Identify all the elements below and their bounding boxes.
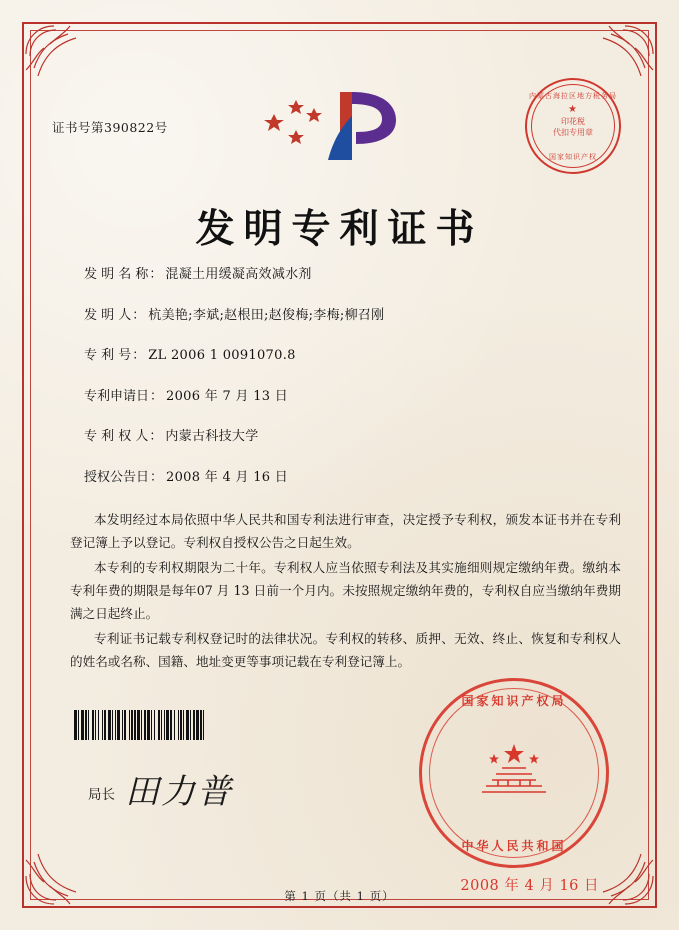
field-label: 发 明 名 称 <box>84 267 149 282</box>
field-value: 2008 年 4 月 16 日 <box>166 469 289 485</box>
field-value: 杭美艳;李斌;赵根田;赵俊梅;李梅;柳召刚 <box>148 307 385 323</box>
director-label: 局长 <box>88 787 115 803</box>
field-separator: ： <box>150 469 164 485</box>
certificate-number: 证书号第390822号 <box>52 120 168 135</box>
tax-stamp-arc-top: 内蒙古海拉区地方税务局 <box>529 92 617 100</box>
paragraph-1: 本发明经过本局依照中华人民共和国专利法进行审查，决定授予专利权，颁发本证书并在专利登记簿上予以登记。专利权自授权公告之日起生效。 <box>70 512 621 550</box>
director-signature-block <box>88 773 233 811</box>
sipo-logo-icon <box>256 86 424 168</box>
field-row-application-date <box>84 385 617 404</box>
official-seal <box>419 678 609 894</box>
tax-stamp-seal <box>525 78 621 174</box>
field-row-grant-date <box>84 466 617 485</box>
field-list <box>84 263 617 506</box>
paragraph-2: 本专利的专利权期限为二十年。专利权人应当依照专利法及其实施细则规定缴纳年费。缴纳本专利年费的期限是每年07 月 13 日前一个月内。未按照规定缴纳年费的，专利权自应当缴纳年费期满之日起终止。 <box>70 560 621 621</box>
field-label: 专利申请日 <box>84 388 150 404</box>
field-label: 专 利 权 人 <box>84 429 149 444</box>
field-label: 授权公告日 <box>84 469 150 485</box>
tax-stamp-middle: 印花税 代扣专用章 <box>553 117 593 137</box>
field-separator: ： <box>132 307 146 323</box>
field-label: 专 利 号 <box>84 348 132 363</box>
barcode <box>74 710 404 740</box>
director-signature: 田力普 <box>125 772 233 812</box>
page-title: 发明专利证书 <box>195 206 484 252</box>
field-value: 混凝土用缓凝高效减水剂 <box>165 267 312 282</box>
paragraph-3: 专利证书记载专利权登记时的法律状况。专利权的转移、质押、无效、终止、恢复和专利权人的姓名或名称、国籍、地址变更等事项记载在专利登记簿上。 <box>70 631 621 669</box>
field-separator: ： <box>149 429 163 444</box>
field-value: 2006 年 7 月 13 日 <box>166 388 289 404</box>
field-row-inventors <box>84 304 617 323</box>
tax-stamp-arc-bottom: 国家知识产权 <box>549 153 597 161</box>
field-separator: ： <box>149 267 163 282</box>
field-separator: ： <box>132 348 146 363</box>
field-row-patentee <box>84 425 617 444</box>
national-emblem-icon <box>472 740 556 806</box>
body-text <box>70 508 621 675</box>
star-icon: ★ <box>568 104 577 115</box>
page-footer: 第 1 页（共 1 页） <box>284 889 395 903</box>
field-row-patent-number <box>84 344 617 363</box>
field-separator: ： <box>150 388 164 404</box>
official-seal-arc-top: 国家知识产权局 <box>461 694 567 708</box>
official-seal-arc-bottom: 中华人民共和国 <box>461 839 567 853</box>
field-row-invention-name <box>84 263 617 282</box>
field-value: 内蒙古科技大学 <box>165 429 259 444</box>
field-value: ZL 2006 1 0091070.8 <box>148 348 296 363</box>
certificate-content <box>52 58 627 903</box>
seal-date: 2008 年 4 月 16 日 <box>460 878 599 894</box>
field-label: 发 明 人 <box>84 307 132 323</box>
